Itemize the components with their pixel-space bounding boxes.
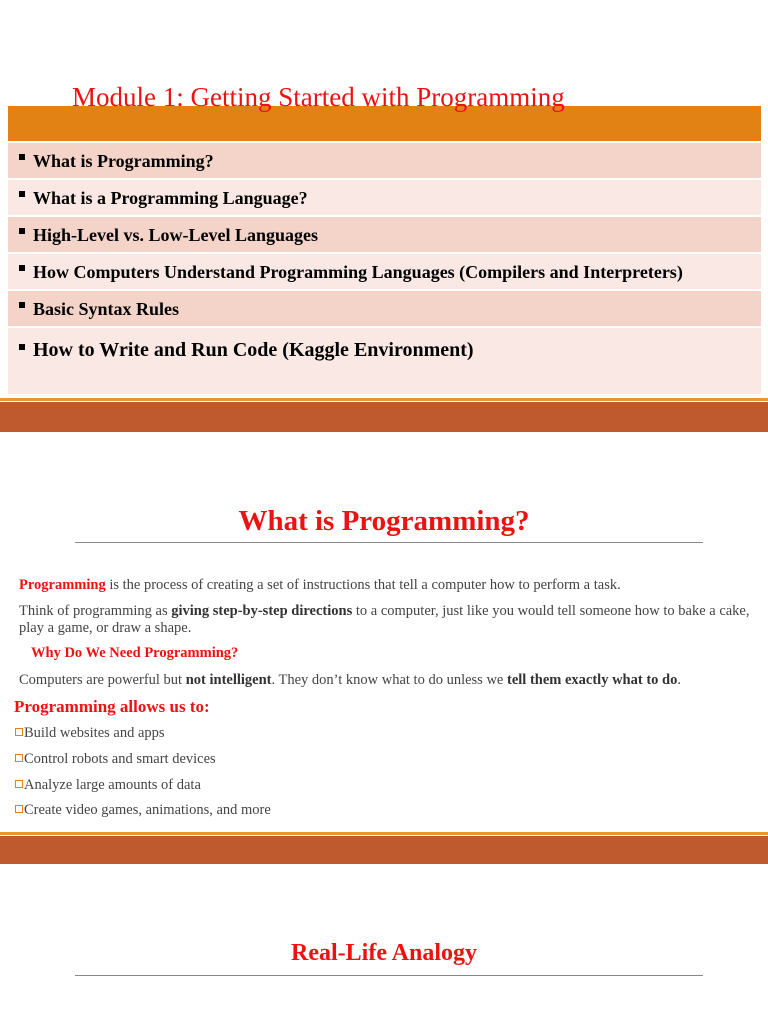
square-bullet-icon <box>8 262 33 282</box>
title-underline <box>75 542 703 543</box>
list-item-label: Control robots and smart devices <box>24 751 216 767</box>
definition-text: is the process of creating a set of instructions that tell a computer how to perform a task. <box>105 577 621 593</box>
paragraph-text: Think of programming as <box>19 603 172 619</box>
module1-item <box>8 143 761 178</box>
list-item-label: Analyze large amounts of data <box>24 777 201 793</box>
intelligence-paragraph <box>19 672 764 689</box>
paragraph-text: to a computer, just like you would tell someone how to bake a cake, play a game, or draw a shape. <box>19 603 750 636</box>
emphasis-text: tell them exactly what to do <box>507 672 678 688</box>
paragraph-text: . <box>677 672 681 688</box>
module1-item <box>8 217 761 252</box>
what-is-title: What is Programming? <box>238 505 530 537</box>
hollow-square-bullet-icon <box>15 780 23 788</box>
analogy-paragraph <box>19 603 764 637</box>
module1-item-label: High-Level vs. Low-Level Languages <box>33 224 319 245</box>
hollow-square-bullet-icon <box>15 805 23 813</box>
module1-item <box>8 328 761 394</box>
module1-item-label: Basic Syntax Rules <box>33 298 180 319</box>
title-underline <box>75 975 703 976</box>
hollow-square-bullet-icon <box>15 754 23 762</box>
list-item <box>15 802 271 819</box>
programming-term: Programming <box>19 577 106 593</box>
hollow-square-bullet-icon <box>15 728 23 736</box>
list-item-label: Create video games, animations, and more <box>24 802 271 818</box>
module1-item <box>8 291 761 326</box>
module1-item-label: How Computers Understand Programming Languages (Compilers and Interpreters) <box>33 261 683 282</box>
square-bullet-icon <box>8 151 33 171</box>
square-bullet-icon <box>8 188 33 208</box>
square-bullet-icon <box>8 299 33 319</box>
slide-divider-band <box>0 402 768 432</box>
square-bullet-icon <box>8 340 33 360</box>
emphasis-text: not intelligent <box>185 672 272 688</box>
slide-divider-band <box>0 836 768 864</box>
module1-item-label: How to Write and Run Code (Kaggle Environment) <box>33 339 474 361</box>
why-heading: Why Do We Need Programming? <box>31 645 239 661</box>
definition-paragraph <box>19 577 759 594</box>
paragraph-text: . They don’t know what to do unless we <box>271 672 507 688</box>
slide-divider-line <box>0 398 768 401</box>
list-item <box>15 751 216 768</box>
module1-item <box>8 180 761 215</box>
allows-heading: Programming allows us to: <box>14 697 210 716</box>
emphasis-text: giving step-by-step directions <box>171 603 353 619</box>
list-item <box>15 777 201 794</box>
module1-item <box>8 254 761 289</box>
paragraph-text: Computers are powerful but <box>19 672 186 688</box>
module1-title: Module 1: Getting Started with Programming <box>72 82 565 112</box>
slide-divider-line <box>0 832 768 835</box>
module1-item-label: What is a Programming Language? <box>33 187 308 208</box>
analogy-title: Real-Life Analogy <box>291 940 477 966</box>
square-bullet-icon <box>8 225 33 245</box>
list-item-label: Build websites and apps <box>24 725 165 741</box>
module1-item-label: What is Programming? <box>33 150 214 171</box>
list-item <box>15 725 165 742</box>
